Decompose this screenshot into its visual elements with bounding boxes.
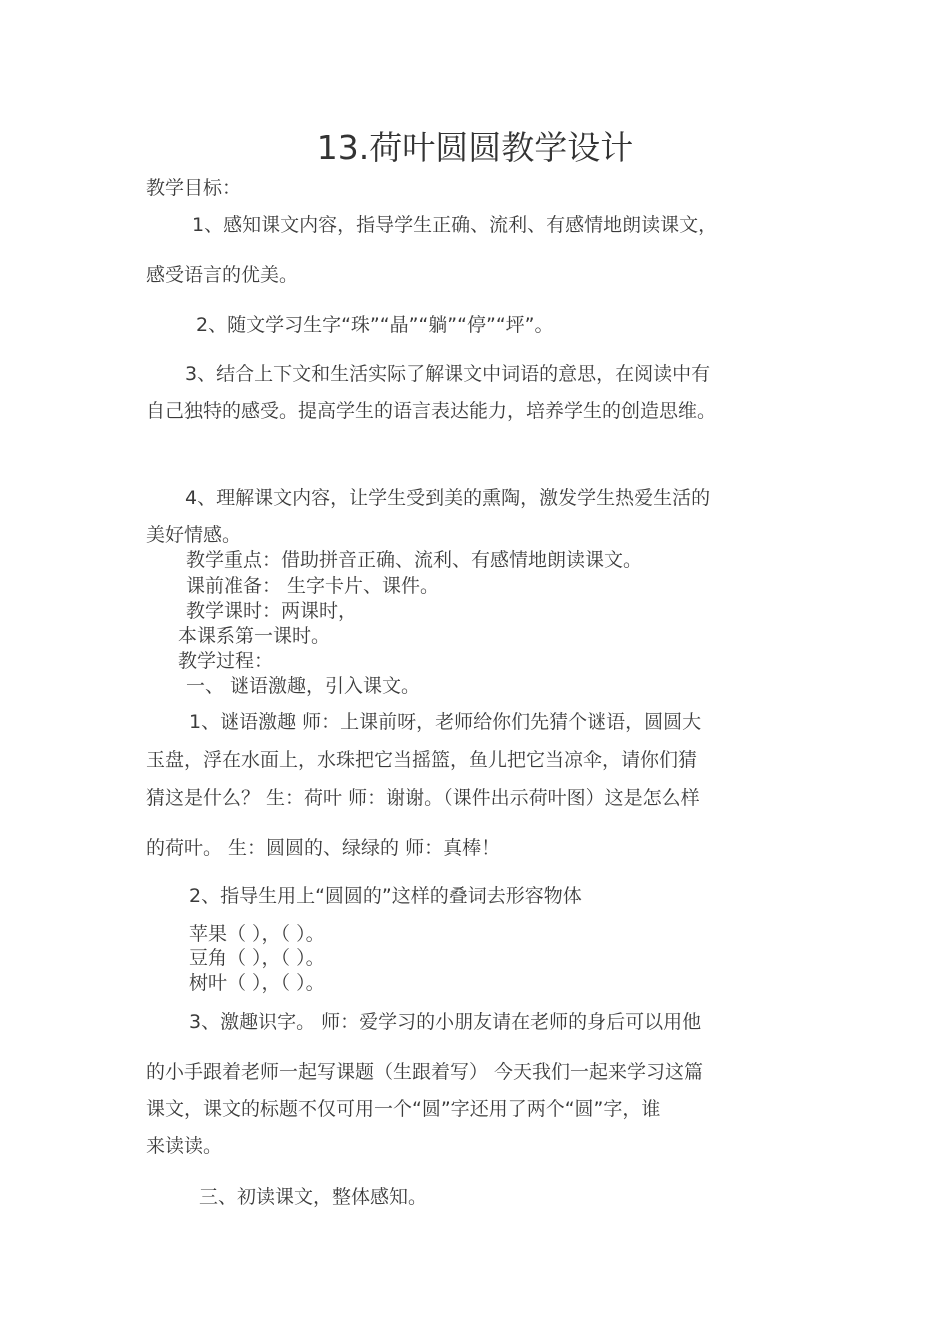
key-point: 教学重点：借助拼音正确、流利、有感情地朗读课文。 <box>186 549 643 571</box>
lesson-hours: 教学课时：两课时， <box>186 600 358 622</box>
fill-row-leaf: 树叶（ ），（ ）。 <box>189 972 325 994</box>
paragraph-1-line-3: 猜这是什么？ 生：荷叶 师：谢谢。（课件出示荷叶图）这是怎么样 <box>146 787 700 809</box>
fill-row-bean: 豆角（ ），（ ）。 <box>189 947 325 969</box>
paragraph-3-line-3: 课文，课文的标题不仅可用一个“圆”字还用了两个“圆”字，谁 <box>146 1098 661 1120</box>
paragraph-1-line-2: 玉盘，浮在水面上，水珠把它当摇篮，鱼儿把它当凉伞，请你们猜 <box>146 749 698 771</box>
objective-3-line-2: 自己独特的感受。提高学生的语言表达能力，培养学生的创造思维。 <box>146 400 717 422</box>
paragraph-2: 2、指导生用上“圆圆的”这样的叠词去形容物体 <box>189 885 582 907</box>
paragraph-1-line-1: 1、谜语激趣 师：上课前呀，老师给你们先猜个谜语，圆圆大 <box>189 711 702 733</box>
section-3-heading: 三、初读课文，整体感知。 <box>199 1186 428 1208</box>
objective-4-line-2: 美好情感。 <box>146 524 242 546</box>
objectives-heading: 教学目标： <box>146 177 242 199</box>
document-title: 13.荷叶圆圆教学设计 <box>316 128 634 167</box>
paragraph-3-line-4: 来读读。 <box>146 1135 223 1157</box>
objective-2: 2、随文学习生字“珠”“晶”“躺”“停”“坪”。 <box>196 314 554 336</box>
this-lesson: 本课系第一课时。 <box>178 625 331 647</box>
objective-1-line-1: 1、感知课文内容，指导学生正确、流利、有感情地朗读课文， <box>192 214 718 236</box>
paragraph-3-line-2: 的小手跟着老师一起写课题（生跟着写） 今天我们一起来学习这篇 <box>146 1061 704 1083</box>
paragraph-3-line-1: 3、激趣识字。 师：爱学习的小朋友请在老师的身后可以用他 <box>189 1011 702 1033</box>
section-1-heading: 一、 谜语激趣，引入课文。 <box>186 675 421 697</box>
process-heading: 教学过程： <box>178 650 274 672</box>
objective-3-line-1: 3、结合上下文和生活实际了解课文中词语的意思，在阅读中有 <box>185 363 711 385</box>
fill-row-apple: 苹果（ ），（ ）。 <box>189 923 325 945</box>
objective-4-line-1: 4、理解课文内容，让学生受到美的熏陶，激发学生热爱生活的 <box>185 487 711 509</box>
objective-1-line-2: 感受语言的优美。 <box>146 264 299 286</box>
paragraph-1-line-4: 的荷叶。 生：圆圆的、绿绿的 师：真棒！ <box>146 837 501 859</box>
preparation: 课前准备： 生字卡片、课件。 <box>186 575 440 597</box>
